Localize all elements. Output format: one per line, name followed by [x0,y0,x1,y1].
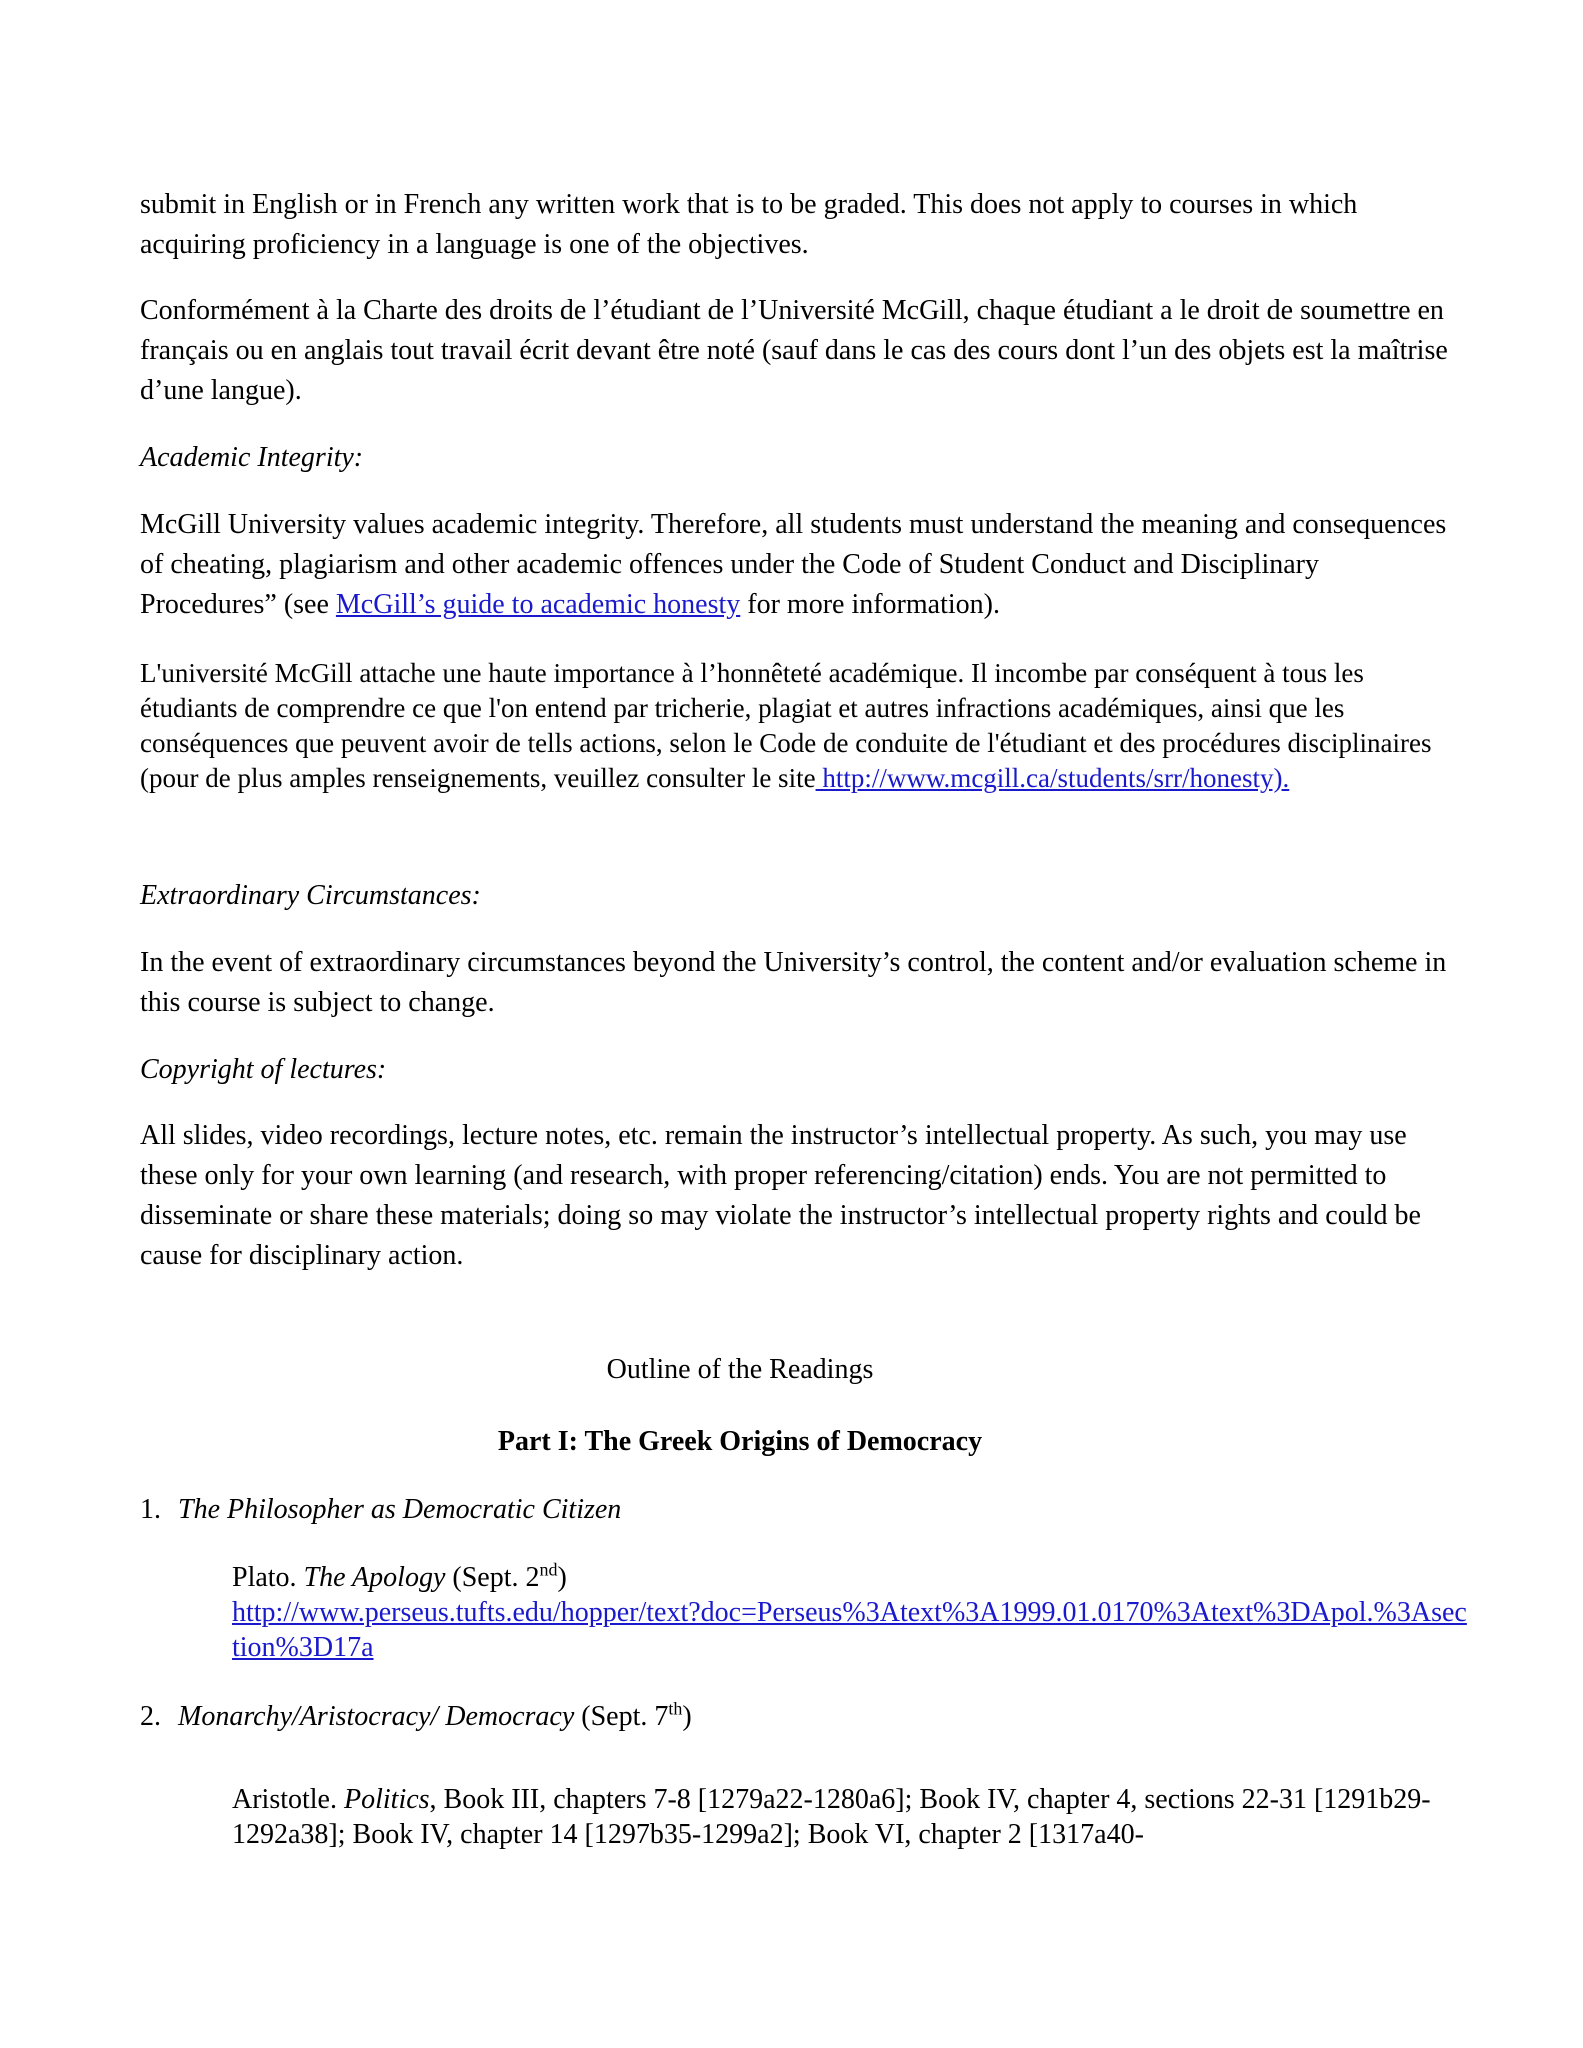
academic-honesty-guide-link[interactable]: McGill’s guide to academic honesty [335,589,741,620]
reading-item-1-title: The Philosopher as Democratic Citizen [178,1494,622,1525]
reading-1-date-suffix: nd [539,1559,558,1580]
integrity-fr-text: L'université McGill attache une haute importance à l’honnêteté académique. Il incombe par conséquent à tous les étudiants de comprendre ce que l'on entend par tricherie, plagiat et autres infractions académiques, ainsi que les conséquences que peuvent avoir de tells actions, selon le Code de conduite de l'étudiant et des procédures disciplinaires (pour de plus amples renseignements, veuillez consulter le site [140,658,1432,793]
integrity-en-text-end: for more information). [740,589,1000,620]
reading-1-date-close: ) [557,1562,567,1593]
reading-1-date: (Sept. 2 [445,1562,540,1593]
outline-title: Outline of the Readings [606,1354,874,1385]
reading-item-2-date-suffix: th [668,1698,683,1719]
reading-item-2-heading [140,1697,1460,1737]
honesty-url-link[interactable]: http://www.mcgill.ca/students/srr/honesty). [815,763,1290,793]
academic-integrity-english [140,505,1460,625]
reading-item-1-heading [140,1490,1460,1530]
reading-2-title: Politics [344,1784,430,1815]
language-policy-english: submit in English or in French any written work that is to be graded. This does not apply to courses in which acquiring proficiency in a language is one of the objectives. [140,189,1358,260]
reading-item-2-date-close: ) [682,1701,692,1732]
reading-item-2-title: Monarchy/Aristocracy/ Democracy [178,1701,575,1732]
part-one-title: Part I: The Greek Origins of Democracy [497,1426,983,1457]
reading-1-title: The Apology [303,1562,446,1593]
extraordinary-circumstances-heading: Extraordinary Circumstances: [140,880,481,911]
reading-item-1-reading [232,1560,1472,1665]
academic-integrity-french [140,656,1460,796]
reading-item-2-number: 2. [140,1701,161,1732]
academic-integrity-heading: Academic Integrity: [140,442,364,473]
language-policy-french: Conformément à la Charte des droits de l’étudiant de l’Université McGill, chaque étudiant a le droit de soumettre en français ou en anglais tout travail écrit devant être noté (sauf dans le cas des cours dont l’un des objets est la maîtrise d’une langue). [140,295,1448,406]
reading-item-2-reading [232,1782,1472,1852]
integrity-en-text: McGill University values academic integrity. Therefore, all students must understand the meaning and consequences of cheating, plagiarism and other academic offences under the Code of Student Conduct and Disciplinary Procedures” (see [140,509,1447,620]
reading-2-details: , Book III, chapters 7-8 [1279a22-1280a6]; Book IV, chapter 4, sections 22-31 [1291b29-1292a38]; Book IV, chapter 14 [1297b35-1299a2]; Book VI, chapter 2 [1317a40- [232,1784,1431,1850]
copyright-heading: Copyright of lectures: [140,1054,387,1085]
extraordinary-circumstances-text: In the event of extraordinary circumstances beyond the University’s control, the content and/or evaluation scheme in this course is subject to change. [140,947,1447,1018]
perseus-apology-link[interactable]: http://www.perseus.tufts.edu/hopper/text?doc=Perseus%3Atext%3A1999.01.0170%3Atext%3DApol.%3Asection%3D17a [232,1597,1467,1663]
copyright-text: All slides, video recordings, lecture notes, etc. remain the instructor’s intellectual property. As such, you may use these only for your own learning (and research, with proper referencing/citation) ends. You are not permitted to disseminate or share these materials; doing so may violate the instructor’s intellectual property rights and could be cause for disciplinary action. [140,1120,1421,1271]
reading-1-author: Plato. [232,1562,304,1593]
reading-item-1-number: 1. [140,1494,161,1525]
reading-2-author: Aristotle. [232,1784,344,1815]
reading-item-2-date: (Sept. 7 [574,1701,669,1732]
